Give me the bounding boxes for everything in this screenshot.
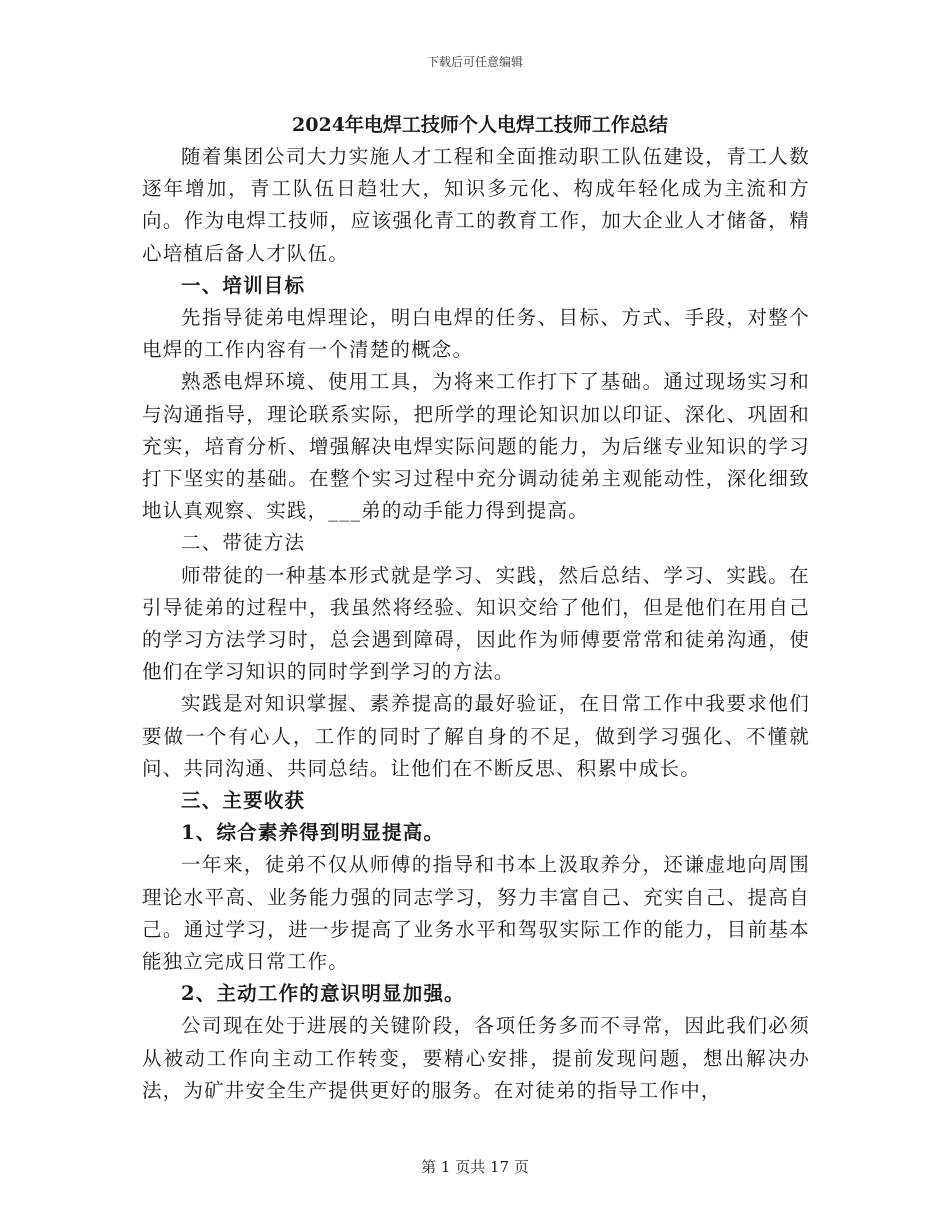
- paragraph: 先指导徒弟电焊理论，明白电焊的任务、目标、方式、手段，对整个电焊的工作内容有一个清楚的概念。: [142, 306, 810, 362]
- paragraph: 师带徒的一种基本形式就是学习、实践，然后总结、学习、实践。在引导徒弟的过程中，我虽然将经验、知识交给了他们，但是他们在用自己的学习方法学习时，总会遇到障碍，因此作为师傅要常常和徒弟沟通，使他们在学习知识的同时学到学习的方法。: [142, 563, 810, 684]
- section-heading-2: 二、带徒方法: [181, 531, 306, 555]
- subsection-heading-2: 2、主动工作的意识明显加强。: [181, 982, 465, 1006]
- document-title: 2024年电焊工技师个人电焊工技师工作总结: [292, 114, 668, 136]
- section-heading-3: 三、主要收获: [181, 789, 306, 813]
- page-number: 第 1 页共 17 页: [421, 1158, 529, 1176]
- header-note: 下载后可任意编辑: [426, 55, 523, 69]
- paragraph-intro: 随着集团公司大力实施人才工程和全面推动职工队伍建设，青工人数逐年增加，青工队伍日趋壮大，知识多元化、构成年轻化成为主流和方向。作为电焊工技师，应该强化青工的教育工作，加大企业人才储备，精心培植后备人才队伍。: [142, 145, 810, 265]
- subsection-heading-1: 1、综合素养得到明显提高。: [181, 821, 445, 845]
- paragraph: 一年来，徒弟不仅从师傅的指导和书本上汲取养分，还谦虚地向周围理论水平高、业务能力强的同志学习，努力丰富自己、充实自己、提高自己。通过学习，进一步提高了业务水平和驾驭实际工作的能力，目前基本能独立完成日常工作。: [142, 853, 810, 974]
- paragraph: 实践是对知识掌握、素养提高的最好验证，在日常工作中我要求他们要做一个有心人，工作的同时了解自身的不足，做到学习强化、不懂就问、共同沟通、共同总结。让他们在不断反思、积累中成长。: [142, 692, 810, 780]
- paragraph: 熟悉电焊环境、使用工具，为将来工作打下了基础。通过现场实习和与沟通指导，理论联系实际，把所学的理论知识加以印证、深化、巩固和充实，培育分析、增强解决电焊实际问题的能力，为后继专业知识的学习打下坚实的基础。在整个实习过程中充分调动徒弟主观能动性，深化细致地认真观察、实践，___弟的动手能力得到提高。: [142, 370, 810, 523]
- document-body: [142, 110, 810, 1107]
- section-heading-1: 一、培训目标: [181, 273, 306, 297]
- paragraph: 公司现在处于进展的关键阶段，各项任务多而不寻常，因此我们必须从被动工作向主动工作转变，要精心安排，提前发现问题，想出解决办法，为矿井安全生产提供更好的服务。在对徒弟的指导工作中，: [142, 1014, 810, 1102]
